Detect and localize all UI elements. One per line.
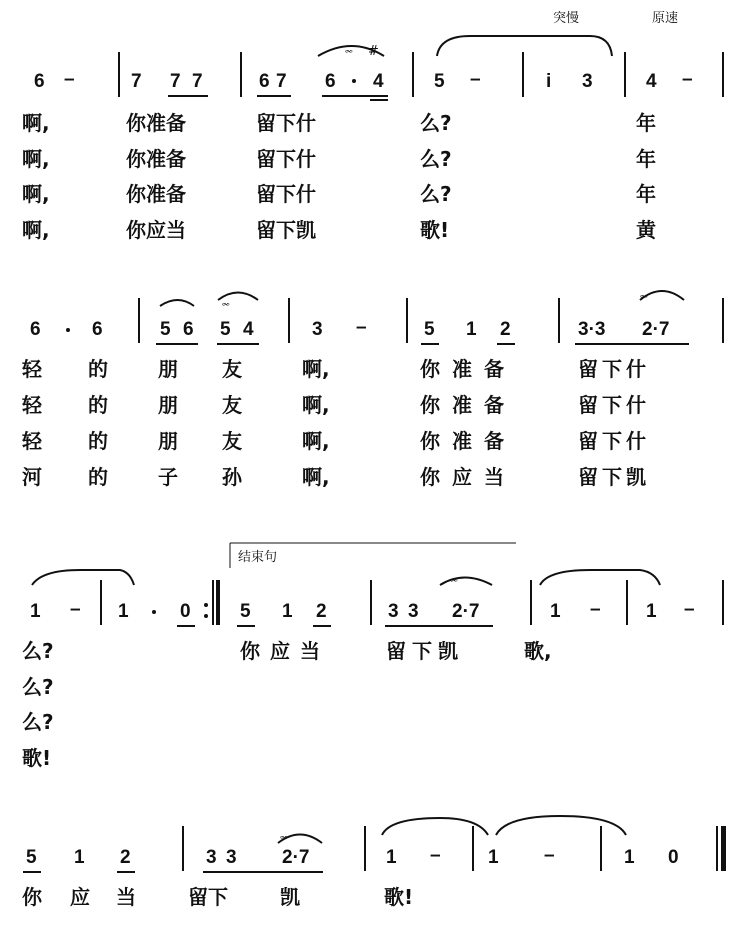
barline [118, 52, 120, 97]
barline [722, 52, 724, 97]
lyric: 歌! [22, 746, 52, 770]
lyric: 留下凯 [578, 465, 650, 489]
underline [237, 625, 255, 627]
underline [203, 871, 323, 873]
slur-7 [440, 578, 492, 586]
barline [406, 298, 408, 343]
dot [352, 79, 356, 83]
lyric: 留下什 [578, 357, 650, 381]
underline [168, 95, 208, 97]
underline [370, 99, 388, 101]
note: 1 [488, 847, 499, 868]
dot [152, 610, 156, 614]
note: 7 [170, 71, 181, 92]
lyric: 留下什 [256, 147, 316, 171]
note: 0 [180, 601, 191, 622]
lyric: 你应当 [240, 639, 330, 663]
lyric: 啊, [302, 357, 330, 381]
lyric: 啊, [22, 218, 50, 242]
note: 3 [582, 71, 593, 92]
lyric: 河 [22, 465, 42, 489]
note: 5 [160, 319, 171, 340]
note: 4 [243, 319, 254, 340]
slur-11 [496, 816, 626, 835]
repeat-barline [216, 580, 220, 625]
slur-2 [437, 36, 612, 56]
lyric: 么? [22, 639, 54, 663]
dash: – [544, 845, 555, 866]
note: 7 [276, 71, 287, 92]
note: 1 [550, 601, 561, 622]
note: 3 [206, 847, 217, 868]
note: 2·7 [642, 319, 670, 340]
barline [522, 52, 524, 97]
note: 6 [30, 319, 41, 340]
lyric: 留下什 [578, 393, 650, 417]
note: 3 [388, 601, 399, 622]
lyric: 友 [222, 357, 242, 381]
lyric: 的 [88, 429, 108, 453]
barline [722, 298, 724, 343]
barline [600, 826, 602, 871]
underline [322, 95, 388, 97]
lyric: 留下什 [256, 111, 316, 135]
note: 1 [624, 847, 635, 868]
lyric: 你准备 [420, 357, 516, 381]
barline [624, 52, 626, 97]
lyric: 留下凯 [386, 639, 464, 663]
barline [626, 580, 628, 625]
lyric: 歌, [524, 639, 552, 663]
mordent-icon: 𝆗 [450, 571, 458, 587]
barline [138, 298, 140, 343]
note: 4 [373, 71, 384, 92]
note: 5 [240, 601, 251, 622]
lyric: 的 [88, 357, 108, 381]
barline [370, 580, 372, 625]
lyric: 啊, [22, 147, 50, 171]
barline [530, 580, 532, 625]
underline [156, 343, 198, 345]
barline [558, 298, 560, 343]
note: i [546, 71, 552, 92]
underline [497, 343, 515, 345]
lyric: 年 [636, 111, 656, 135]
barline [412, 52, 414, 97]
lyric: 友 [222, 393, 242, 417]
lyric: 朋 [158, 429, 178, 453]
slur-8 [540, 570, 660, 585]
dash: – [430, 845, 441, 866]
lyric: 么? [420, 111, 452, 135]
note: 6 [183, 319, 194, 340]
underline [257, 95, 291, 97]
mordent-icon: 𝆗 [640, 287, 648, 303]
barline [364, 826, 366, 871]
note: 4 [646, 71, 657, 92]
lyric: 留下什 [578, 429, 650, 453]
dash: – [682, 69, 693, 90]
note: 1 [30, 601, 41, 622]
lyric: 你准备 [126, 111, 186, 135]
lyric: 留下凯 [256, 218, 316, 242]
note: 0 [668, 847, 679, 868]
underline [23, 871, 41, 873]
note: 2·7 [452, 601, 480, 622]
lyric: 黄 [636, 218, 656, 242]
lyric: 你应当 [126, 218, 186, 242]
lyric: 友 [222, 429, 242, 453]
barline [472, 826, 474, 871]
note: 1 [386, 847, 397, 868]
dash: – [684, 599, 695, 620]
lyric: 啊, [22, 111, 50, 135]
lyric: 轻 [22, 393, 42, 417]
lyric: 朋 [158, 393, 178, 417]
dot [66, 328, 70, 332]
lyric: 留下 [188, 885, 228, 909]
barline [100, 580, 102, 625]
barline [722, 580, 724, 625]
underline [421, 343, 439, 345]
mordent-icon: 𝆗 [280, 828, 288, 844]
slur-3 [160, 300, 194, 306]
note: 6 [325, 71, 336, 92]
underline [575, 343, 689, 345]
repeat-barline [212, 580, 214, 625]
lyric: 朋 [158, 357, 178, 381]
tempo-mark-original: 原速 [652, 11, 679, 26]
note: 3·3 [578, 319, 606, 340]
dash: – [470, 69, 481, 90]
underline [217, 343, 259, 345]
final-barline [721, 826, 726, 871]
lyric: 当 [116, 885, 136, 909]
lyric: 凯 [280, 885, 300, 909]
lyric: 年 [636, 147, 656, 171]
lyric: 歌! [384, 885, 414, 909]
lyric: 你准备 [126, 182, 186, 206]
note: 3 [226, 847, 237, 868]
note: 5 [424, 319, 435, 340]
lyric: 轻 [22, 429, 42, 453]
lyric: 你准备 [420, 429, 516, 453]
note: 1 [74, 847, 85, 868]
ending-label: 结束句 [238, 550, 278, 565]
dash: – [70, 599, 81, 620]
lyric: 子 [158, 465, 178, 489]
mordent-icon: 𝆗 [345, 42, 353, 58]
note: 5 [434, 71, 445, 92]
note: 6 [259, 71, 270, 92]
lyric: 轻 [22, 357, 42, 381]
note: 2 [120, 847, 131, 868]
lyric: 留下什 [256, 182, 316, 206]
lyric: 你准备 [126, 147, 186, 171]
lyric: 的 [88, 393, 108, 417]
note: 7 [192, 71, 203, 92]
lyric: 么? [420, 182, 452, 206]
note: 1 [646, 601, 657, 622]
lyric: 啊, [22, 182, 50, 206]
lyric: 歌! [420, 218, 450, 242]
note: 6 [92, 319, 103, 340]
note: 7 [131, 71, 142, 92]
note: 3 [312, 319, 323, 340]
dash: – [590, 599, 601, 620]
repeat-dot [204, 614, 208, 618]
lyric: 你 [22, 885, 42, 909]
note: 1 [282, 601, 293, 622]
note: 2 [500, 319, 511, 340]
lyric: 啊, [302, 465, 330, 489]
underline [385, 625, 493, 627]
note: 3 [408, 601, 419, 622]
lyric: 你应当 [420, 465, 516, 489]
note: 6 [34, 71, 45, 92]
slur-6 [32, 570, 134, 585]
lyric: 啊, [302, 393, 330, 417]
lyric: 的 [88, 465, 108, 489]
lyric: 应 [70, 885, 90, 909]
dash: – [356, 317, 367, 338]
tempo-mark-slow: 突慢 [553, 11, 580, 26]
barline [182, 826, 184, 871]
dash: – [64, 69, 75, 90]
underline [117, 871, 135, 873]
lyric: 年 [636, 182, 656, 206]
note: 2 [316, 601, 327, 622]
lyric: 么? [22, 675, 54, 699]
underline [313, 625, 331, 627]
barline [240, 52, 242, 97]
lyric: 么? [420, 147, 452, 171]
note: 1 [118, 601, 129, 622]
repeat-dot [204, 603, 208, 607]
underline [177, 625, 195, 627]
mordent-icon: 𝆗 [222, 295, 230, 311]
lyric: 么? [22, 710, 54, 734]
note: 2·7 [282, 847, 310, 868]
note: 1 [466, 319, 477, 340]
lyric: 啊, [302, 429, 330, 453]
lyric: 孙 [222, 465, 242, 489]
note: 5 [220, 319, 231, 340]
lyric: 你准备 [420, 393, 516, 417]
note: 5 [26, 847, 37, 868]
sharp-icon: # [368, 44, 379, 59]
barline [288, 298, 290, 343]
final-barline [716, 826, 718, 871]
